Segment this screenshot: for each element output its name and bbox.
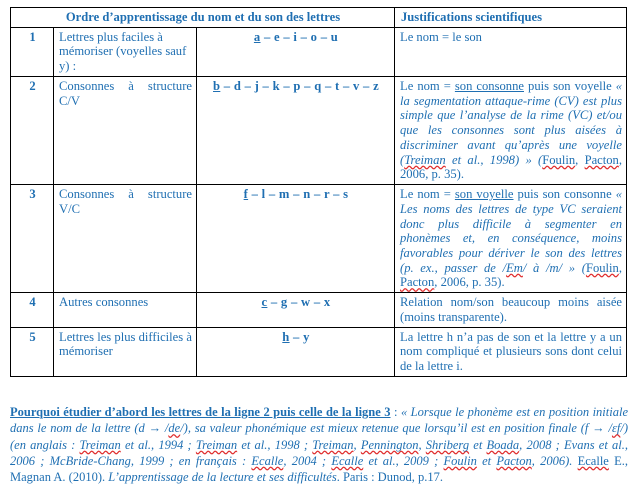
- arrow-icon: →: [592, 421, 605, 436]
- just-quote: « la segmentation attaque-rime (CV) est plus simple que l’analyse de la rime (VC) et/ou que les consonnes sont plus aisées à discriminer avant qu’après une voyelle (: [400, 78, 622, 167]
- table-row: [11, 185, 627, 293]
- first-letter-underlined: a: [253, 29, 261, 44]
- just-sep: ,: [575, 152, 585, 167]
- letters-rest: – e – i – o – u: [260, 29, 339, 44]
- footnote-quote-n: et: [476, 453, 497, 468]
- spellcheck-word: Boada: [486, 437, 520, 452]
- spellcheck-word: Foulin: [542, 152, 576, 167]
- row-letters: [197, 293, 395, 327]
- footnote-quote-m: et al., 2009 ;: [363, 453, 444, 468]
- just-quote-cont: / à /m/ » (: [522, 260, 586, 275]
- just-text: Le nom = le son: [400, 29, 482, 44]
- reference-publication: . Paris : Dunod, p.17.: [336, 470, 443, 484]
- just-citation-tail: , 2006, p. 35).: [400, 152, 623, 182]
- letters-rest: – y: [289, 329, 310, 344]
- spellcheck-word: Pacton: [400, 275, 435, 290]
- first-letter-underlined: h: [282, 329, 290, 344]
- row-justification: [395, 327, 627, 376]
- spellcheck-word: Foulin: [443, 453, 477, 468]
- just-sep: ,: [618, 260, 622, 275]
- row-justification: [395, 293, 627, 327]
- learning-order-table: [10, 7, 627, 377]
- letters-rest: – d – j – k – p – q – t – v – z: [220, 78, 379, 93]
- row-description: Autres consonnes: [54, 293, 197, 327]
- table-header-row: [11, 8, 627, 28]
- footnote-quote-i: ,: [418, 437, 426, 452]
- footnote-quote-o: , 2006).: [531, 453, 578, 468]
- footnote-lead: Pourquoi étudier d’abord les lettres de la ligne 2 puis celle de la ligne 3: [10, 405, 391, 419]
- spellcheck-word: Treiman: [404, 152, 446, 167]
- row-number: 4: [11, 293, 54, 327]
- row-number: 5: [11, 327, 54, 376]
- row-description: Consonnes à structure V/C: [54, 185, 197, 293]
- just-text: Relation nom/son beaucoup moins aisée (moins transparente).: [400, 295, 622, 324]
- letters-rest: – g – w – x: [267, 295, 331, 310]
- header-justifications-cell: Justifications scientifiques: [395, 8, 627, 28]
- spellcheck-word: Pennington: [360, 437, 419, 452]
- row-letters: [197, 76, 395, 184]
- spellcheck-word: Shriberg: [425, 437, 470, 452]
- footnote-quote-g: et al., 1998 ;: [237, 437, 313, 452]
- footnote-quote-l: , 2004 ;: [283, 453, 332, 468]
- spellcheck-word: Em: [506, 260, 523, 275]
- first-letter-underlined: f: [243, 187, 249, 202]
- row-letters: [197, 27, 395, 76]
- reference-author: E., Magnan A. (2010).: [10, 453, 628, 484]
- just-citation-tail: , 2006, p. 35).: [434, 275, 505, 290]
- table-row: [11, 27, 627, 76]
- spellcheck-word: Pacton: [584, 152, 619, 167]
- spellcheck-word: Ecalle: [577, 453, 609, 468]
- footnote-block: [10, 404, 628, 485]
- spellcheck-word: Treiman: [79, 437, 121, 452]
- arrow-icon: →: [148, 421, 162, 436]
- spellcheck-word: Ecalle: [331, 453, 364, 468]
- just-text: La lettre h n’a pas de son et la lettre y a un nom compliqué et plusieurs sons dont celui de la lettre i.: [400, 329, 622, 374]
- footnote-quote-b: /: [161, 421, 169, 436]
- footnote-separator: :: [390, 405, 401, 419]
- footnote-quote-c: /), sa valeur phonémique est mieux retenue que lorsqu’il est en position finale (f: [180, 421, 593, 436]
- footnote-quote-j: et: [469, 437, 487, 452]
- footnote-quote-d: /: [604, 421, 612, 436]
- row-letters: [197, 327, 395, 376]
- row-justification: [395, 76, 627, 184]
- footnote-quote-e: /) (en anglais :: [10, 421, 628, 452]
- row-number: 2: [11, 76, 54, 184]
- spellcheck-word: ɛf: [611, 421, 621, 436]
- footnote-quote-k: , 2008 ; Evans et al., 2006 ; McBride-Chang, 1999 ; en français :: [10, 437, 628, 468]
- row-justification: [395, 185, 627, 293]
- row-number: 1: [11, 27, 54, 76]
- footnote-quote-h: ,: [353, 437, 361, 452]
- row-justification: [395, 27, 627, 76]
- just-prefix: Le nom =: [400, 78, 455, 93]
- row-description: Lettres plus faciles à mémoriser (voyelles sauf y) :: [54, 27, 197, 76]
- just-quote: « Les noms des lettres de type VC seraient donc plus difficile à segmenter en phonèmes et, en conséquence, moins favorables pour dériver le son des lettres (p. ex., passer de /: [400, 187, 622, 275]
- row-description: Lettres les plus difficiles à mémoriser: [54, 327, 197, 376]
- just-middle: puis son voyelle: [524, 78, 616, 93]
- just-quote-cont: et al., 1998) » (: [445, 152, 543, 167]
- spellcheck-word: Pacton: [496, 453, 532, 468]
- just-middle: puis son consonne: [513, 187, 616, 202]
- table-row: [11, 327, 627, 376]
- footnote-quote-f: et al., 1994 ;: [120, 437, 196, 452]
- row-letters: [197, 185, 395, 293]
- spellcheck-word: de: [168, 421, 181, 436]
- footnote-quote-a: « Lorsque le phonème est en position initiale dans le nom de la lettre (d: [10, 405, 628, 436]
- just-underlined-term: son consonne: [454, 78, 524, 93]
- spellcheck-word: Ecalle: [251, 453, 284, 468]
- reference-title: L’apprentissage de la lecture et ses difficultés: [108, 470, 337, 484]
- table-row: [11, 76, 627, 184]
- spellcheck-word: Treiman: [195, 437, 238, 452]
- spellcheck-word: Foulin: [585, 260, 619, 275]
- header-order-cell: Ordre d’apprentissage du nom et du son des lettres: [11, 8, 395, 28]
- first-letter-underlined: b: [213, 78, 221, 93]
- first-letter-underlined: c: [261, 295, 268, 310]
- just-prefix: Le nom =: [400, 187, 455, 202]
- spellcheck-word: Treiman: [312, 437, 354, 452]
- table-row: [11, 293, 627, 327]
- letters-rest: – l – m – n – r – s: [248, 187, 349, 202]
- row-description: Consonnes à structure C/V: [54, 76, 197, 184]
- just-underlined-term: son voyelle: [454, 187, 514, 202]
- row-number: 3: [11, 185, 54, 293]
